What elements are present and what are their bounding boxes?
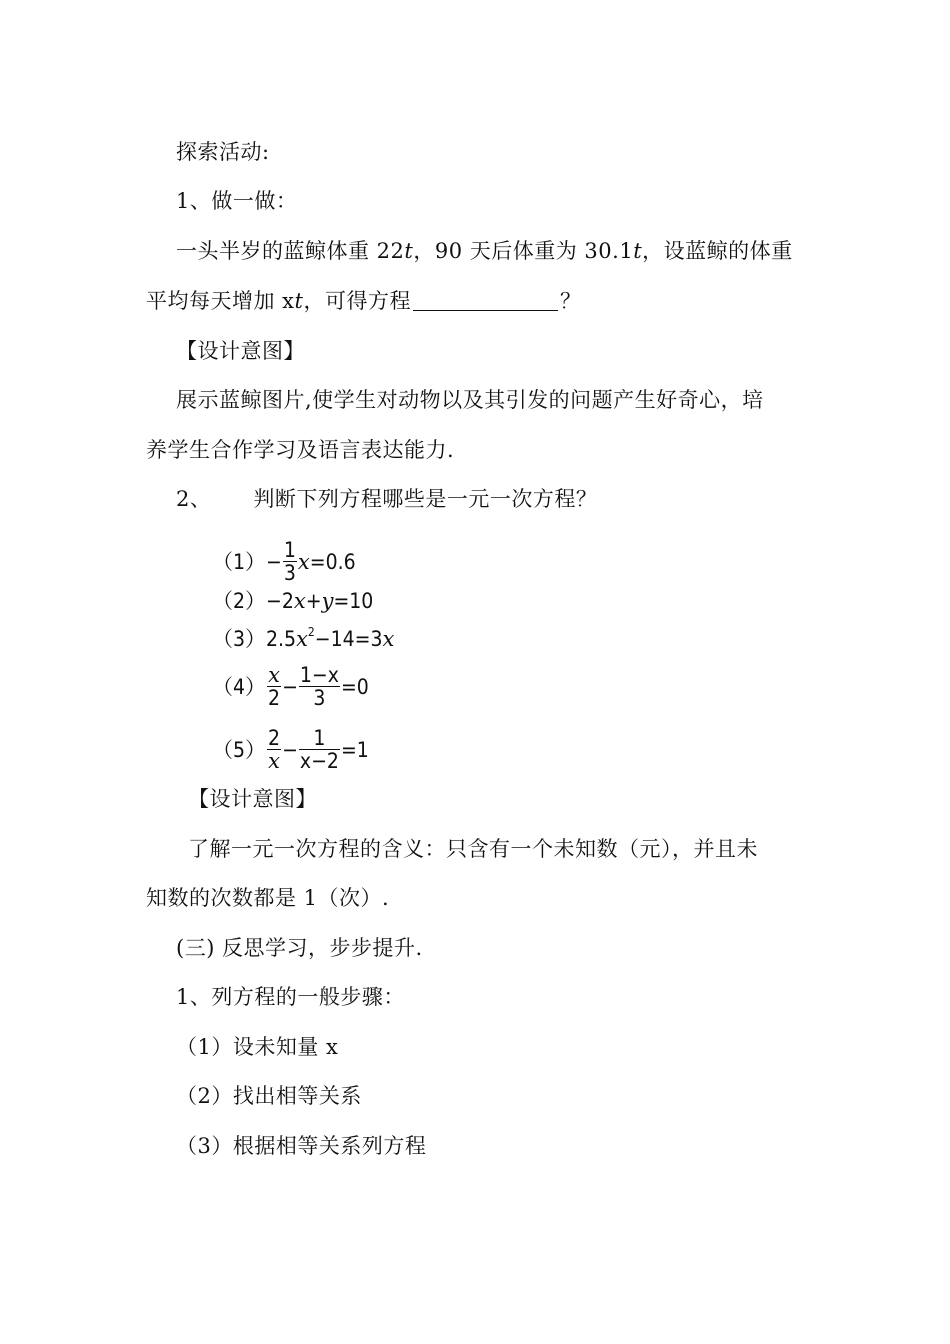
problem-line-2	[146, 288, 581, 314]
intent-text-line-1: 展示蓝鲸图片,使学生对动物以及其引发的问题产生好奇心，培	[176, 388, 764, 412]
equation-label: （1）	[212, 549, 267, 574]
fraction	[299, 664, 340, 709]
minus-sign: −	[266, 549, 282, 574]
numerator: 2	[268, 726, 281, 750]
step-item: （3）根据相等关系列方程	[176, 1134, 427, 1158]
subsection-title: 1、做一做：	[176, 189, 298, 213]
denominator: x	[268, 749, 280, 773]
equation-1	[212, 538, 356, 585]
numerator: 1	[283, 538, 296, 562]
variable-x: x	[296, 627, 308, 651]
intent-text-line-2: 知数的次数都是 1（次）.	[146, 886, 390, 910]
fraction	[267, 727, 281, 772]
numerator: 1−x	[299, 663, 339, 687]
equation-4	[212, 663, 369, 710]
equation-5	[212, 726, 369, 773]
denominator: x−2	[299, 749, 339, 773]
unit-t: t	[294, 289, 304, 313]
term: −2	[266, 589, 294, 613]
variable-x: x	[297, 549, 310, 574]
step-item: （2）找出相等关系	[176, 1084, 362, 1108]
denominator: 3	[313, 686, 326, 710]
intent-text-line-2: 养学生合作学习及语言表达能力.	[146, 438, 455, 462]
step-item: （1）设未知量 x	[176, 1035, 339, 1059]
question-2	[176, 486, 597, 512]
equation-rest: =0.6	[309, 549, 356, 574]
problem-text: ，设蓝鲸的体重	[642, 239, 793, 263]
equation-rest: −14=3	[314, 627, 383, 651]
denominator: 2	[268, 686, 281, 710]
exponent: 2	[307, 625, 315, 639]
problem-text: ，90 天后体重为 30.1	[413, 239, 634, 263]
section-three-title: (三) 反思学习，步步提升.	[176, 936, 423, 960]
variable-x: x	[382, 627, 395, 651]
minus-sign: −	[282, 737, 298, 762]
equation-label: （5）	[212, 737, 267, 762]
question-number: 2、	[176, 487, 212, 511]
fraction	[283, 539, 297, 584]
intent-text-line-1: 了解一元一次方程的含义：只含有一个未知数（元），并且未	[188, 837, 758, 861]
fraction	[299, 727, 340, 772]
steps-title: 1、列方程的一般步骤：	[176, 985, 405, 1009]
variable-y: y	[321, 589, 334, 613]
numerator: x	[268, 663, 280, 687]
equation-rest: =1	[340, 737, 369, 762]
problem-text: ，可得方程	[303, 289, 411, 313]
fraction	[267, 664, 281, 709]
equation-label: （4）	[212, 674, 267, 699]
problem-line-1	[176, 238, 793, 264]
question-mark: ？	[559, 289, 582, 313]
variable-x: x	[293, 589, 306, 613]
design-intent-label: 【设计意图】	[176, 339, 305, 363]
unit-t: t	[633, 239, 643, 263]
equation-label: （2）	[212, 589, 267, 613]
equation-label: （3）	[212, 627, 267, 651]
minus-sign: −	[282, 674, 298, 699]
term: 2.5	[266, 627, 297, 651]
problem-text: 一头半岁的蓝鲸体重 22	[176, 239, 405, 263]
plus-sign: +	[305, 589, 322, 613]
equation-2	[212, 588, 373, 612]
design-intent-label: 【设计意图】	[188, 787, 317, 811]
numerator: 1	[313, 726, 326, 750]
answer-blank	[413, 292, 558, 311]
equation-rest: =0	[340, 674, 369, 699]
problem-text: 平均每天增加 x	[146, 289, 295, 313]
unit-t: t	[404, 239, 414, 263]
equation-rest: =10	[333, 589, 374, 613]
denominator: 3	[283, 561, 296, 585]
equation-3	[212, 620, 395, 651]
section-heading: 探索活动:	[176, 140, 270, 164]
question-text: 判断下列方程哪些是一元一次方程？	[253, 487, 598, 511]
